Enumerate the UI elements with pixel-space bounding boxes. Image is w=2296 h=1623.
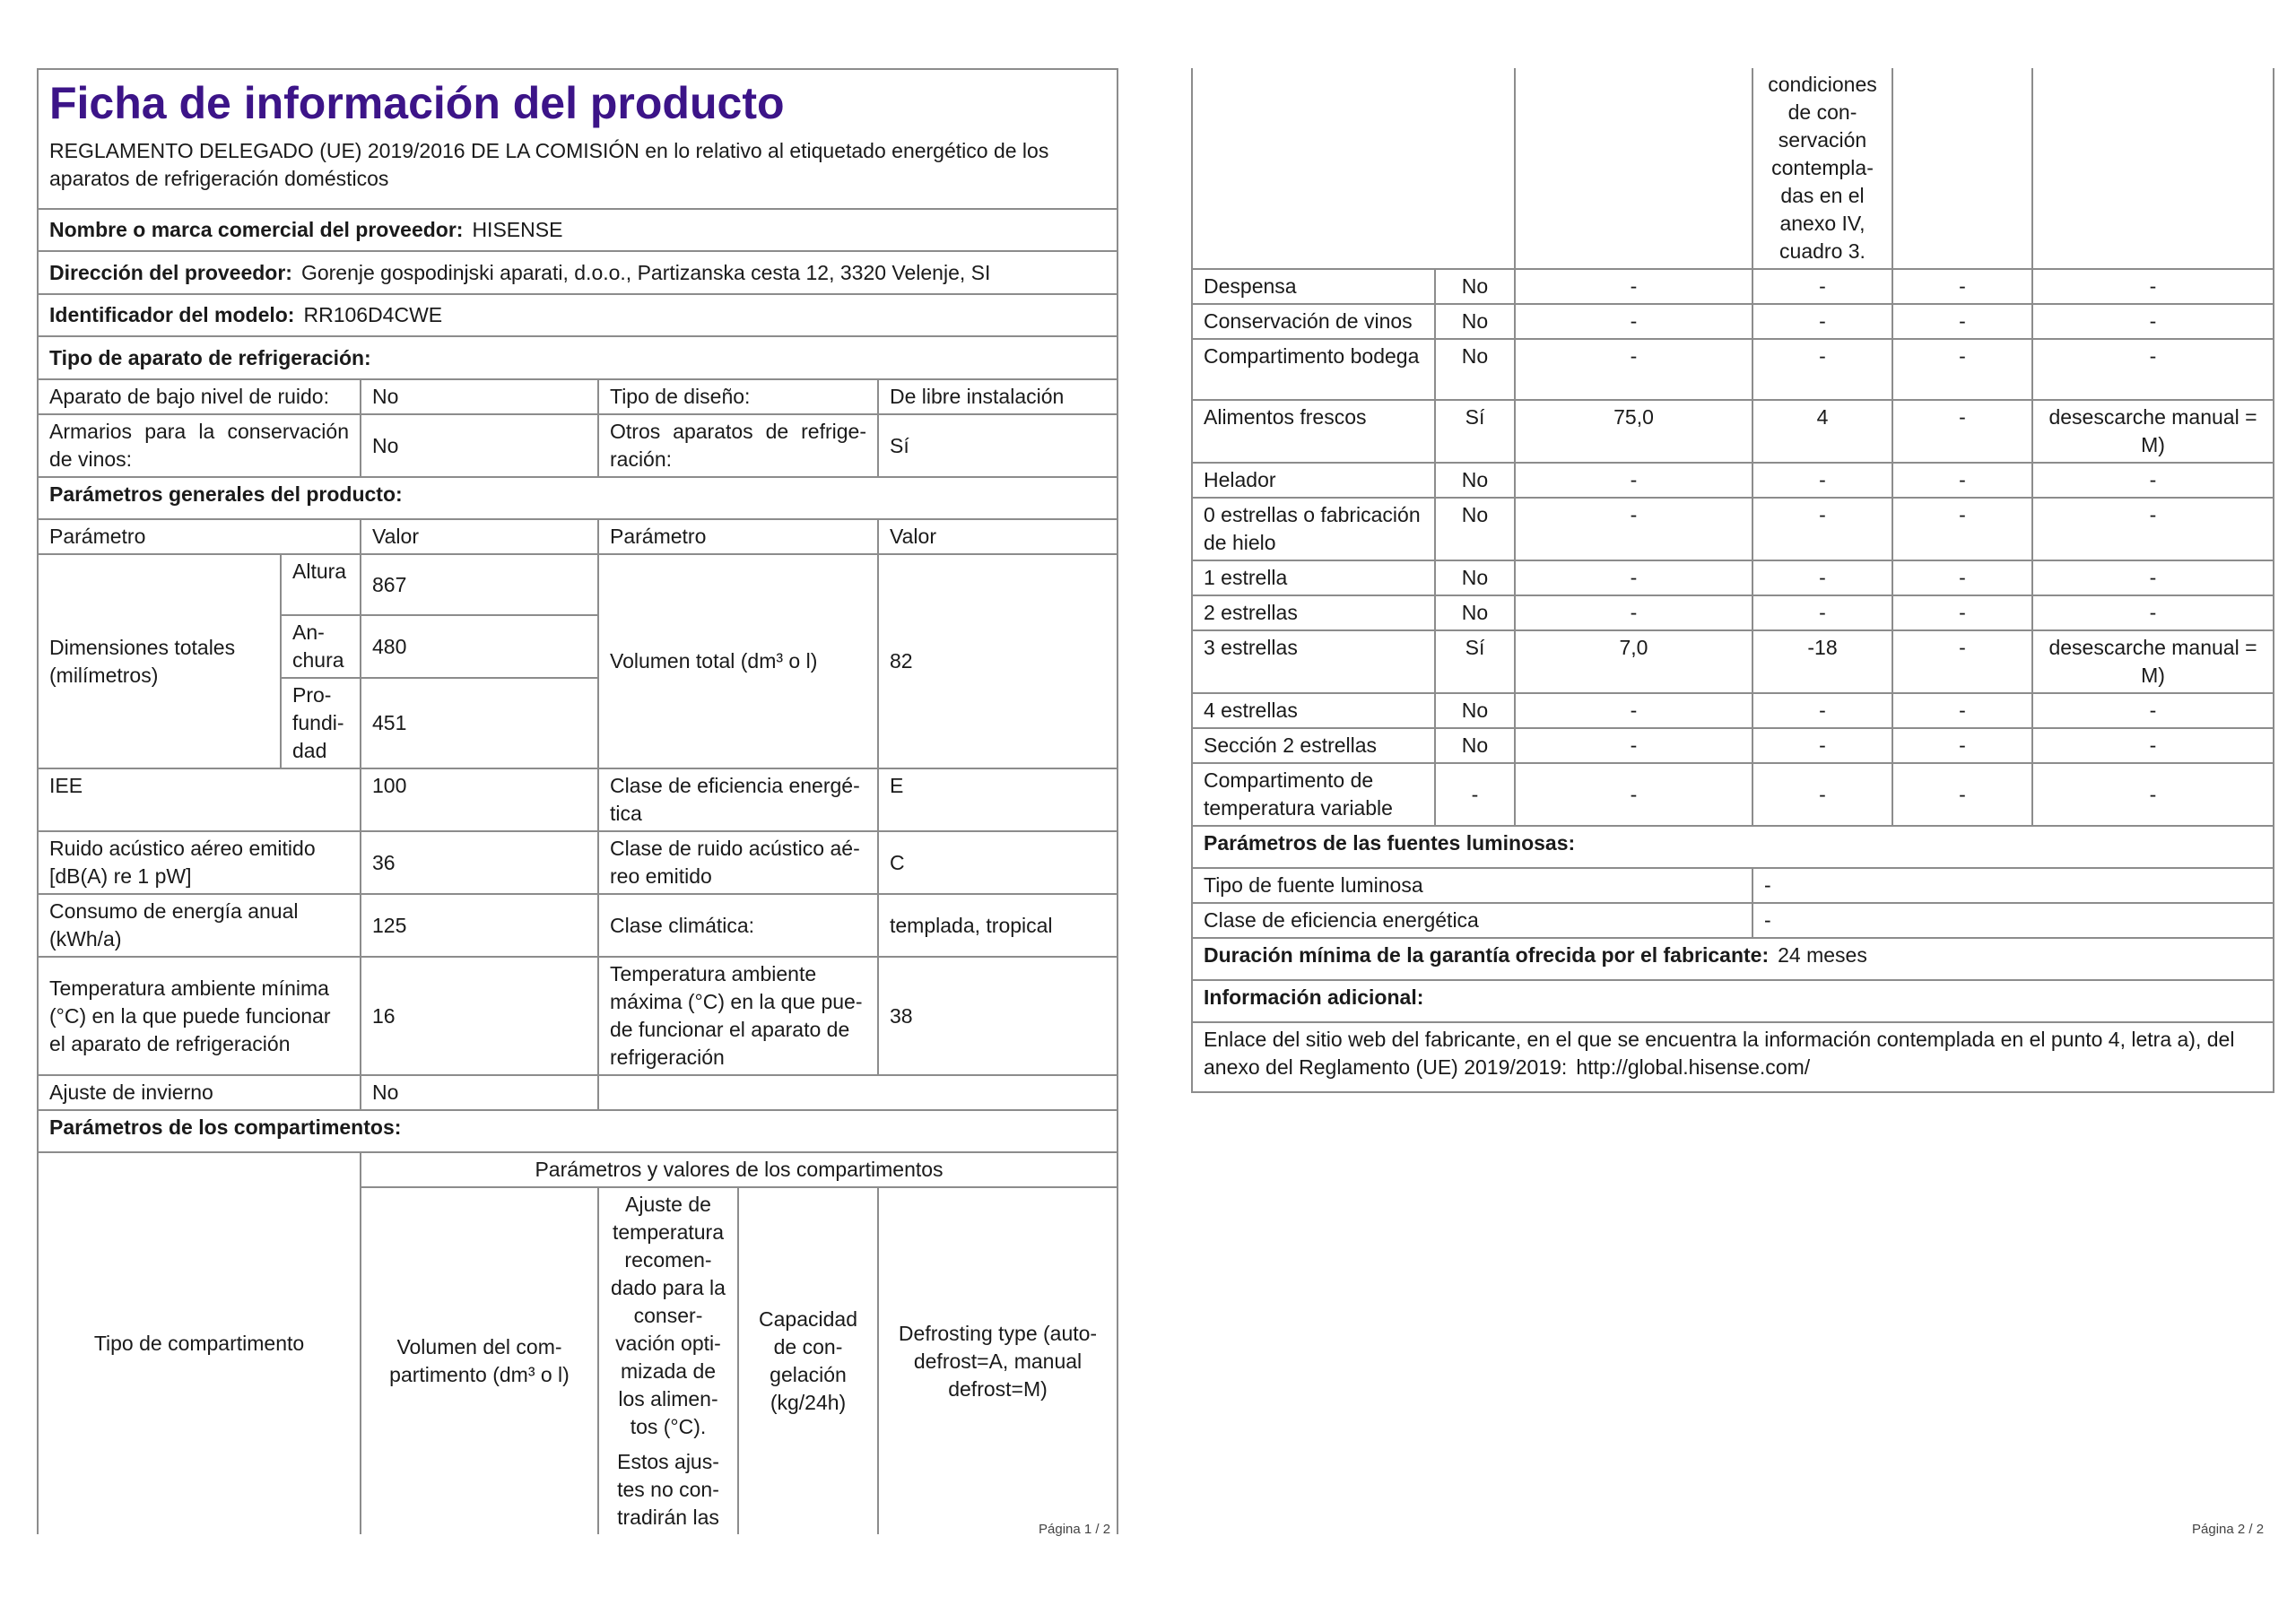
light-class-label: Clase de eficiencia energética — [1192, 903, 1752, 938]
page-title: Ficha de información del producto — [49, 78, 785, 128]
wine-cabinet-value: No — [361, 414, 598, 477]
compartment-present: No — [1435, 498, 1515, 560]
compartment-freezing: - — [1892, 630, 2032, 693]
supplier-row — [38, 209, 1118, 251]
supplier-label: Nombre o marca comercial del proveedor: — [49, 218, 464, 241]
compartment-freezing: - — [1892, 728, 2032, 763]
light-type-label: Tipo de fuente luminosa — [1192, 868, 1752, 903]
compartment-freezing: - — [1892, 463, 2032, 498]
address-label: Dirección del proveedor: — [49, 260, 292, 284]
product-info-table — [37, 68, 1118, 1534]
page-1 — [37, 68, 1117, 1534]
design-value: De libre instalación — [878, 379, 1118, 414]
compartment-volume: - — [1515, 693, 1752, 728]
compartments-table — [1191, 68, 2274, 827]
compartment-temp: - — [1752, 498, 1892, 560]
max-temp-value: 38 — [878, 957, 1118, 1075]
compartment-defrost: - — [2032, 595, 2274, 630]
cont-empty-3 — [1892, 68, 2032, 269]
col-compartment-type: Tipo de compartimento — [38, 1152, 361, 1534]
noise-class-label: Clase de ruido acústico aéreo emitido — [598, 831, 878, 894]
compartment-row — [1192, 693, 2274, 728]
compartment-freezing: - — [1892, 304, 2032, 339]
compartment-present: No — [1435, 595, 1515, 630]
compartment-name: Alimentos frescos — [1192, 400, 1435, 463]
light-type-value: - — [1752, 868, 2274, 903]
other-appliance-value: Sí — [878, 414, 1118, 477]
appliance-type-heading: Tipo de aparato de refrigeración: — [38, 336, 1118, 379]
compartment-volume: - — [1515, 269, 1752, 304]
compartment-freezing: - — [1892, 498, 2032, 560]
winter-label: Ajuste de invierno — [38, 1075, 361, 1110]
noise-label: Ruido acústico aéreo emitido [dB(A) re 1 pW] — [38, 831, 361, 894]
compartment-row — [1192, 595, 2274, 630]
compartment-name: 2 estrellas — [1192, 595, 1435, 630]
compartment-row — [1192, 463, 2274, 498]
compartment-freezing: - — [1892, 693, 2032, 728]
climate-value: templada, tropical — [878, 894, 1118, 957]
additional-info — [1192, 1022, 2274, 1092]
compartment-temp: - — [1752, 763, 1892, 826]
compartment-freezing: - — [1892, 269, 2032, 304]
compartment-volume: - — [1515, 728, 1752, 763]
width-label: Anchura — [281, 615, 361, 678]
col-defrost-type: Defrosting type (auto-defrost=A, manual defrost=M) — [878, 1187, 1118, 1534]
empty-cell — [598, 1075, 1118, 1110]
compartment-volume: - — [1515, 304, 1752, 339]
compartment-volume: 75,0 — [1515, 400, 1752, 463]
eei-label: IEE — [38, 768, 361, 831]
col-param-1: Parámetro — [38, 519, 361, 554]
compartment-present: Sí — [1435, 400, 1515, 463]
compartment-row — [1192, 400, 2274, 463]
compartment-present: - — [1435, 763, 1515, 826]
other-appliance-label: Otros aparatos de refrigeración: — [598, 414, 878, 477]
wine-cabinet-label: Armarios para la conservación de vinos: — [38, 414, 361, 477]
compartment-present: No — [1435, 693, 1515, 728]
model-value: RR106D4CWE — [303, 303, 443, 326]
compartment-defrost: - — [2032, 763, 2274, 826]
cont-empty-4 — [2032, 68, 2274, 269]
dimensions-label: Dimensiones totales (milímetros) — [38, 554, 281, 768]
winter-value: No — [361, 1075, 598, 1110]
col-freezing-capacity: Capacidad de congelación (kg/24h) — [738, 1187, 878, 1534]
compartment-freezing: - — [1892, 400, 2032, 463]
min-temp-label: Temperatura ambiente mínima (°C) en la que puede funcionar el aparato de refrigeración — [38, 957, 361, 1075]
height-value: 867 — [361, 554, 598, 615]
compartment-volume: - — [1515, 339, 1752, 400]
additional-heading: Información adicional: — [1192, 980, 2274, 1022]
compartment-row — [1192, 339, 2274, 400]
compartment-present: No — [1435, 463, 1515, 498]
compartment-defrost: - — [2032, 269, 2274, 304]
cont-temp-note: condiciones de conservación contempladas en el anexo IV, cuadro 3. — [1752, 68, 1892, 269]
compartment-volume: 7,0 — [1515, 630, 1752, 693]
supplier-value: HISENSE — [472, 218, 563, 241]
warranty-label: Duración mínima de la garantía ofrecida por el fabricante: — [1204, 943, 1770, 967]
compartment-defrost: - — [2032, 560, 2274, 595]
min-temp-value: 16 — [361, 957, 598, 1075]
compartment-defrost: - — [2032, 498, 2274, 560]
compartment-row — [1192, 269, 2274, 304]
max-temp-label: Temperatura ambiente máxima (°C) en la que puede funcionar el aparato de refrigeración — [598, 957, 878, 1075]
compartment-freezing: - — [1892, 560, 2032, 595]
compartment-volume: - — [1515, 595, 1752, 630]
manufacturer-link[interactable]: http://global.hisense.com/ — [1576, 1055, 1811, 1079]
compartment-volume: - — [1515, 463, 1752, 498]
model-row — [38, 294, 1118, 336]
compartments-heading: Parámetros de los compartimentos: — [38, 1110, 1118, 1152]
page-number-2: Página 2 / 2 — [2192, 1522, 2265, 1537]
compartment-defrost: desescarche manual = M) — [2032, 400, 2274, 463]
depth-value: 451 — [361, 678, 598, 768]
compartment-temp: - — [1752, 560, 1892, 595]
efficiency-class-label: Clase de eficiencia energética — [598, 768, 878, 831]
compartment-freezing: - — [1892, 763, 2032, 826]
cont-empty-1 — [1192, 68, 1515, 269]
height-label: Altura — [281, 554, 361, 615]
compartment-temp: - — [1752, 595, 1892, 630]
energy-value: 125 — [361, 894, 598, 957]
compartment-defrost: - — [2032, 463, 2274, 498]
energy-label: Consumo de energía anual (kWh/a) — [38, 894, 361, 957]
width-value: 480 — [361, 615, 598, 678]
eei-value: 100 — [361, 768, 598, 831]
compartment-row — [1192, 630, 2274, 693]
regulation-text: REGLAMENTO DELEGADO (UE) 2019/2016 DE LA COMISIÓN en lo relativo al etiquetado energético de los aparatos de refrigeración domésticos — [49, 139, 1049, 190]
compartment-defrost: desescarche manual = M) — [2032, 630, 2274, 693]
compartment-present: Sí — [1435, 630, 1515, 693]
address-value: Gorenje gospodinjski aparati, d.o.o., Partizanska cesta 12, 3320 Velenje, SI — [300, 260, 991, 284]
compartment-temp: -18 — [1752, 630, 1892, 693]
compartment-name: Despensa — [1192, 269, 1435, 304]
compartment-volume: - — [1515, 498, 1752, 560]
compartments-group-header: Parámetros y valores de los compartimentos — [361, 1152, 1118, 1187]
compartment-name: Compartimento de temperatura variable — [1192, 763, 1435, 826]
compartment-name: 3 estrellas — [1192, 630, 1435, 693]
noise-value: 36 — [361, 831, 598, 894]
total-volume-label: Volumen total (dm³ o l) — [598, 554, 878, 768]
compartment-row — [1192, 763, 2274, 826]
compartment-temp: 4 — [1752, 400, 1892, 463]
total-volume-value: 82 — [878, 554, 1118, 768]
compartment-present: No — [1435, 269, 1515, 304]
compartment-name: Helador — [1192, 463, 1435, 498]
col-temp-note: Estos ajustes no contradirán las — [617, 1450, 719, 1529]
additional-text: Enlace del sitio web del fabricante, en el que se encuentra la información contemplada en el punto 4, letra a), del anexo del Reglamento (UE) 2019/2019: — [1204, 1028, 2235, 1079]
compartment-temp: - — [1752, 463, 1892, 498]
compartment-defrost: - — [2032, 339, 2274, 400]
compartment-defrost: - — [2032, 728, 2274, 763]
compartment-row — [1192, 728, 2274, 763]
col-value-1: Valor — [361, 519, 598, 554]
col-value-2: Valor — [878, 519, 1118, 554]
compartment-name: Sección 2 estrellas — [1192, 728, 1435, 763]
address-row — [38, 251, 1118, 294]
compartment-present: No — [1435, 339, 1515, 400]
header-cell — [38, 69, 1118, 209]
col-recommended-temp — [598, 1187, 738, 1534]
efficiency-class-value: E — [878, 768, 1118, 831]
compartment-temp: - — [1752, 728, 1892, 763]
col-param-2: Parámetro — [598, 519, 878, 554]
climate-label: Clase climática: — [598, 894, 878, 957]
warranty-row — [1192, 938, 2274, 980]
compartment-name: Conservación de vinos — [1192, 304, 1435, 339]
compartment-volume: - — [1515, 763, 1752, 826]
compartment-temp: - — [1752, 304, 1892, 339]
general-params-heading: Parámetros generales del producto: — [38, 477, 1118, 519]
compartment-defrost: - — [2032, 304, 2274, 339]
compartment-freezing: - — [1892, 595, 2032, 630]
compartment-defrost: - — [2032, 693, 2274, 728]
compartment-row — [1192, 560, 2274, 595]
noise-class-value: C — [878, 831, 1118, 894]
compartment-temp: - — [1752, 693, 1892, 728]
design-label: Tipo de diseño: — [598, 379, 878, 414]
compartment-present: No — [1435, 728, 1515, 763]
compartment-name: 0 estrellas o fabricación de hielo — [1192, 498, 1435, 560]
compartment-row — [1192, 304, 2274, 339]
light-source-table — [1191, 825, 2274, 1093]
compartment-name: 4 estrellas — [1192, 693, 1435, 728]
depth-label: Profundidad — [281, 678, 361, 768]
cont-empty-2 — [1515, 68, 1752, 269]
compartment-volume: - — [1515, 560, 1752, 595]
col-temp-text: Ajuste de temperatura recomendado para la conservación optimizada de los alimentos (°C). — [611, 1193, 726, 1438]
compartment-rows — [1192, 269, 2274, 826]
compartment-name: 1 estrella — [1192, 560, 1435, 595]
compartment-freezing: - — [1892, 339, 2032, 400]
low-noise-label: Aparato de bajo nivel de ruido: — [38, 379, 361, 414]
compartment-present: No — [1435, 304, 1515, 339]
compartment-name: Compartimento bodega — [1192, 339, 1435, 400]
compartment-temp: - — [1752, 339, 1892, 400]
page-number-1: Página 1 / 2 — [1039, 1522, 1111, 1537]
light-class-value: - — [1752, 903, 2274, 938]
col-compartment-volume: Volumen del compartimento (dm³ o l) — [361, 1187, 598, 1534]
compartment-row — [1192, 498, 2274, 560]
light-heading: Parámetros de las fuentes luminosas: — [1192, 826, 2274, 868]
low-noise-value: No — [361, 379, 598, 414]
page-2 — [1191, 68, 2273, 1093]
compartment-temp: - — [1752, 269, 1892, 304]
warranty-value: 24 meses — [1778, 943, 1867, 967]
compartment-present: No — [1435, 560, 1515, 595]
model-label: Identificador del modelo: — [49, 303, 295, 326]
